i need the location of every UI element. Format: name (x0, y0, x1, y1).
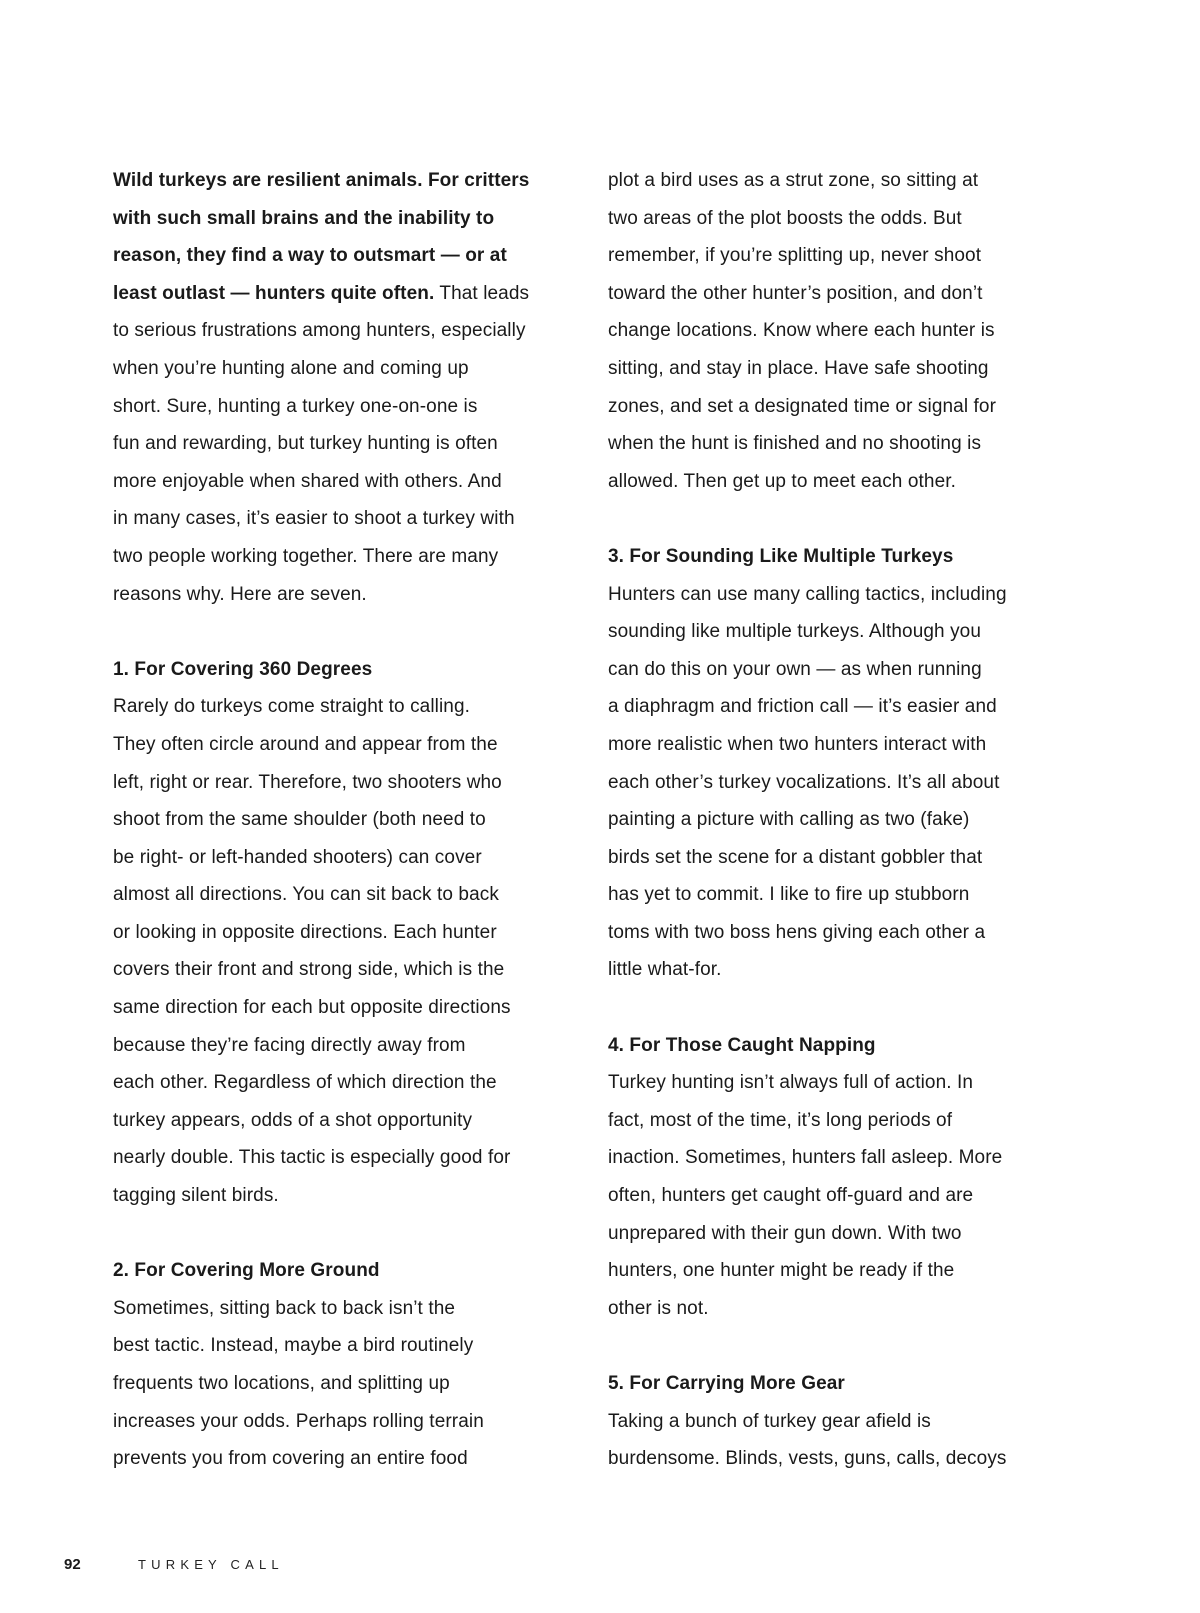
intro-line: reasons why. Here are seven. (113, 583, 367, 605)
section-2-continued (608, 162, 1078, 500)
section-4-line: inaction. Sometimes, hunters fall asleep. More (608, 1147, 1003, 1169)
section-1 (113, 651, 573, 1215)
section-3-line: can do this on your own — as when running (608, 658, 982, 680)
section-1-line: be right- or left-handed shooters) can cover (113, 846, 482, 868)
section-2-heading: 2. For Covering More Ground (113, 1260, 380, 1282)
section-2-cont-line: allowed. Then get up to meet each other. (608, 470, 956, 492)
intro-bold-line: reason, they find a way to outsmart — or at (113, 245, 507, 267)
section-2 (113, 1252, 573, 1478)
section-2-cont-line: when the hunt is finished and no shooting is (608, 433, 982, 455)
paragraph-spacer (608, 1327, 1078, 1365)
paragraph-spacer (608, 500, 1078, 538)
section-3-line: has yet to commit. I like to fire up stubborn (608, 884, 970, 906)
section-1-line: turkey appears, odds of a shot opportunity (113, 1109, 473, 1131)
section-1-line: each other. Regardless of which direction the (113, 1072, 497, 1094)
section-1-heading: 1. For Covering 360 Degrees (113, 658, 373, 680)
section-2-cont-line: zones, and set a designated time or signal for (608, 395, 996, 417)
section-3 (608, 538, 1078, 989)
intro-bold-line: Wild turkeys are resilient animals. For critters (113, 170, 530, 191)
page-number: 92 (64, 1556, 81, 1573)
section-4-line: hunters, one hunter might be ready if the (608, 1260, 955, 1282)
section-3-line: Hunters can use many calling tactics, including (608, 583, 1007, 605)
paragraph-spacer (113, 1215, 573, 1253)
section-4 (608, 1027, 1078, 1328)
section-2-line: Sometimes, sitting back to back isn’t the (113, 1297, 456, 1319)
section-2-cont-line: plot a bird uses as a strut zone, so sitting at (608, 170, 979, 191)
section-3-line: each other’s turkey vocalizations. It’s all about (608, 771, 1000, 793)
page-footer (64, 1556, 284, 1573)
section-3-line: toms with two boss hens giving each other a (608, 921, 986, 943)
section-2-cont-line: change locations. Know where each hunter is (608, 320, 995, 342)
section-1-line: almost all directions. You can sit back to back (113, 884, 499, 906)
section-2-cont-line: sitting, and stay in place. Have safe shooting (608, 357, 989, 379)
section-4-line: other is not. (608, 1297, 709, 1319)
section-1-line: because they’re facing directly away from (113, 1034, 466, 1056)
intro-bold-line: with such small brains and the inability to (113, 207, 495, 229)
section-2-cont-line: remember, if you’re splitting up, never shoot (608, 245, 982, 267)
publication-name: TURKEY CALL (138, 1557, 284, 1572)
section-4-line: unprepared with their gun down. With two (608, 1222, 962, 1244)
section-5-line: burdensome. Blinds, vests, guns, calls, decoys (608, 1448, 1007, 1470)
section-1-line: They often circle around and appear from the (113, 733, 498, 755)
section-4-line: Turkey hunting isn’t always full of action. In (608, 1072, 974, 1094)
section-1-line: or looking in opposite directions. Each hunter (113, 921, 497, 943)
section-1-line: Rarely do turkeys come straight to calling. (113, 696, 471, 718)
section-4-line: often, hunters get caught off-guard and are (608, 1185, 974, 1207)
paragraph-spacer (113, 613, 573, 651)
intro-line: short. Sure, hunting a turkey one-on-one is (113, 395, 478, 417)
intro-tail-text: That leads (434, 282, 530, 304)
section-3-line: painting a picture with calling as two (fake) (608, 809, 970, 831)
section-4-line: fact, most of the time, it’s long periods of (608, 1109, 953, 1131)
intro-line: more enjoyable when shared with others. And (113, 470, 502, 492)
section-2-line: best tactic. Instead, maybe a bird routinely (113, 1335, 474, 1357)
section-5 (608, 1365, 1078, 1478)
section-1-line: nearly double. This tactic is especially good for (113, 1147, 511, 1169)
section-2-cont-line: two areas of the plot boosts the odds. But (608, 207, 962, 229)
section-2-line: prevents you from covering an entire food (113, 1448, 468, 1470)
section-2-line: frequents two locations, and splitting up (113, 1373, 450, 1394)
paragraph-spacer (608, 989, 1078, 1027)
right-column (608, 162, 1078, 1478)
section-3-line: birds set the scene for a distant gobbler that (608, 846, 983, 868)
section-1-line: left, right or rear. Therefore, two shooters who (113, 771, 502, 793)
section-3-line: sounding like multiple turkeys. Although you (608, 621, 982, 643)
section-3-line: a diaphragm and friction call — it’s easier and (608, 696, 997, 718)
intro-paragraph (113, 162, 573, 613)
intro-line: in many cases, it’s easier to shoot a turkey with (113, 508, 515, 530)
intro-mixed-line (113, 275, 573, 313)
section-4-heading: 4. For Those Caught Napping (608, 1034, 876, 1056)
section-2-line: increases your odds. Perhaps rolling terrain (113, 1410, 484, 1432)
section-3-line: more realistic when two hunters interact with (608, 733, 987, 755)
intro-line: fun and rewarding, but turkey hunting is often (113, 433, 498, 455)
section-2-cont-line: toward the other hunter’s position, and don’t (608, 282, 983, 304)
intro-line: two people working together. There are many (113, 545, 499, 567)
section-5-heading: 5. For Carrying More Gear (608, 1373, 845, 1394)
section-1-line: shoot from the same shoulder (both need to (113, 809, 486, 831)
section-1-line: tagging silent birds. (113, 1185, 279, 1207)
section-1-line: covers their front and strong side, which is the (113, 959, 505, 981)
intro-line: when you’re hunting alone and coming up (113, 357, 469, 379)
section-5-line: Taking a bunch of turkey gear afield is (608, 1410, 931, 1432)
section-1-line: same direction for each but opposite directions (113, 997, 511, 1019)
left-column (113, 162, 573, 1478)
section-3-heading: 3. For Sounding Like Multiple Turkeys (608, 545, 954, 567)
intro-bold-line: least outlast — hunters quite often. (113, 282, 435, 304)
intro-line: to serious frustrations among hunters, especially (113, 320, 526, 342)
section-3-line: little what-for. (608, 959, 722, 981)
